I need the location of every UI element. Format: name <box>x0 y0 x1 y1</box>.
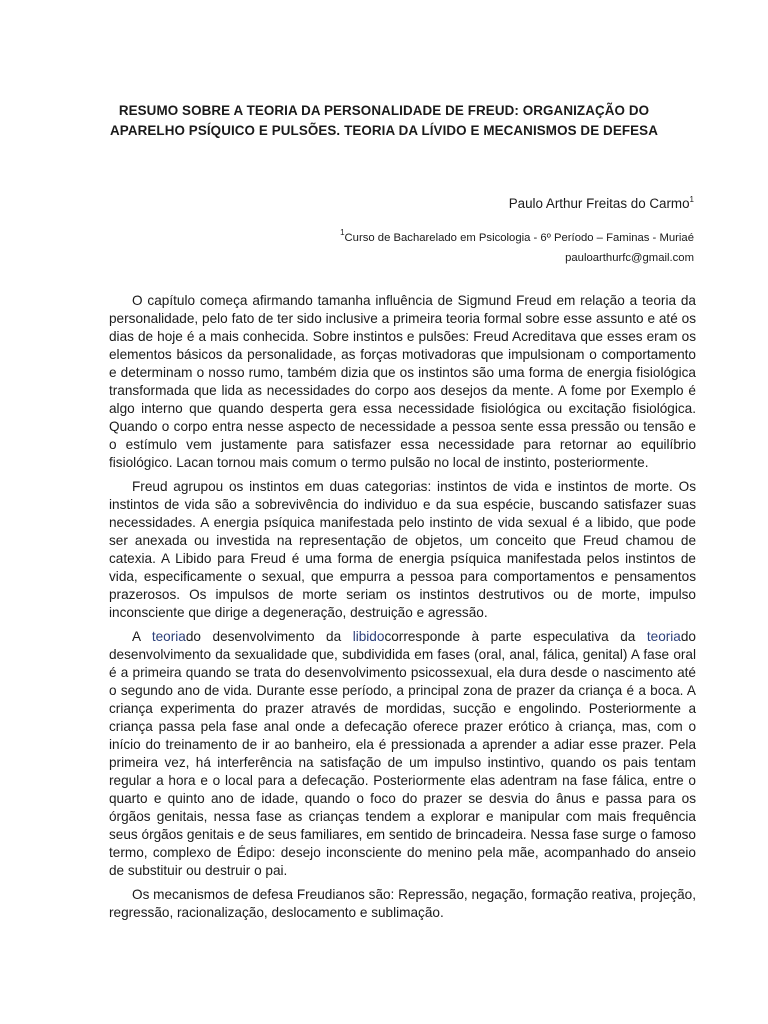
paragraph-3-text-c: corresponde à parte especulativa da <box>384 629 647 644</box>
title-line-1: RESUMO SOBRE A TEORIA DA PERSONALIDADE DE FREUD: ORGANIZAÇÃO DO <box>118 103 650 118</box>
paragraph-3-text-d: do desenvolvimento da sexualidade que, subdividida em fases (oral, anal, fálica, genital) A fase oral é a primeira quando se trata do desenvolvimento psicossexual, ela dura desde o nascimento até o segundo ano de vida. Durante esse período, a principal zona de prazer da criança é a boca. A criança experimenta do prazer através de mordidas, sucção e engolindo. Posteriormente a criança passa pela fase anal onde a defecação oferece prazer erótico à criança, mas, com o início do treinamento de ir ao banheiro, ela é pressionada a aprender a adiar esse prazer. Pela primeira vez, há interferência na satisfação de um impulso instintivo, quando os pais tentam regular a hora e o local para a defecação. Posteriormente elas adentram na fase fálica, entre o quarto e quinto ano de idade, quando o foco do prazer se desvia do ânus e passa para os órgãos genitais, nessa fase as crianças tendem a explorar e manipular com mais frequência seus órgãos genitais e de seus familiares, em sentido de brincadeira. Nessa fase surge o famoso termo, complexo de Édipo: desejo inconsciente do menino pela mãe, acompanhado do anseio de substituir ou destruir o pai. <box>109 629 696 878</box>
paragraph-3 <box>109 628 696 880</box>
author-email: pauloarthurfc@gmail.com <box>565 252 694 264</box>
author-line <box>509 196 694 211</box>
affiliation-text: Curso de Bacharelado em Psicologia - 6º Período – Faminas - Muriaé <box>344 232 694 244</box>
paragraph-2: Freud agrupou os instintos em duas categorias: instintos de vida e instintos de morte. Os instintos de vida são a sobrevivência do individuo e da sua espécie, buscando satisfazer suas necessidades. A energia psíquica manifestada pelo instinto de vida sexual é a libido, que pode ser anexada ou investida na representação de objetos, um conceito que Freud chamou de catexia. A Libido para Freud é uma forma de energia psíquica manifestada pelos instintos de vida, especificamente o sexual, que empurra a pessoa para comportamentos e pensamentos prazerosos. Os impulsos de morte seriam os instintos destrutivos ou de morte, impulso inconsciente que dirige a degeneração, destruição e agressão. <box>109 479 696 620</box>
author-name: Paulo Arthur Freitas do Carmo <box>508 196 690 211</box>
affiliation-marker: 1 <box>340 228 345 237</box>
paragraph-3-text-a: A <box>132 629 152 644</box>
author-footnote-marker: 1 <box>689 195 694 204</box>
link-teoria-2[interactable]: teoria <box>646 629 681 644</box>
link-teoria-1[interactable]: teoria <box>151 629 186 644</box>
author-affiliation <box>340 228 694 268</box>
link-libido[interactable]: libido <box>352 629 385 644</box>
title-line-2: APARELHO PSÍQUICO E PULSÕES. TEORIA DA LÍVIDO E MECANISMOS DE DEFESA <box>110 123 658 138</box>
paragraph-1: O capítulo começa afirmando tamanha influência de Sigmund Freud em relação a teoria da personalidade, pelo fato de ter sido inclusive a primeira teoria formal sobre esse assunto e até os dias de hoje é a mais conhecida. Sobre instintos e pulsões: Freud Acreditava que esses eram os elementos básicos da personalidade, as forças motivadoras que impulsionam o comportamento e determinam o nosso rumo, também dizia que os instintos são uma forma de energia fisiológica transformada que lida as necessidades do corpo aos desejos da mente. A fome por Exemplo é algo interno que quando desperta gera essa necessidade fisiológica ou excitação fisiológica. Quando o corpo entra nesse aspecto de necessidade a pessoa sente essa pressão ou tensão e o estímulo vem justamente para satisfazer essa necessidade para retornar ao equilíbrio fisiológico. Lacan tornou mais comum o termo pulsão no local de instinto, posteriormente. <box>109 293 696 470</box>
document-body <box>109 292 696 928</box>
paragraph-4: Os mecanismos de defesa Freudianos são: Repressão, negação, formação reativa, projeção, regressão, racionalização, deslocamento e sublimação. <box>109 887 696 920</box>
paragraph-3-text-b: do desenvolvimento da <box>185 629 353 644</box>
affiliation-line <box>340 228 694 248</box>
document-title <box>100 101 668 141</box>
